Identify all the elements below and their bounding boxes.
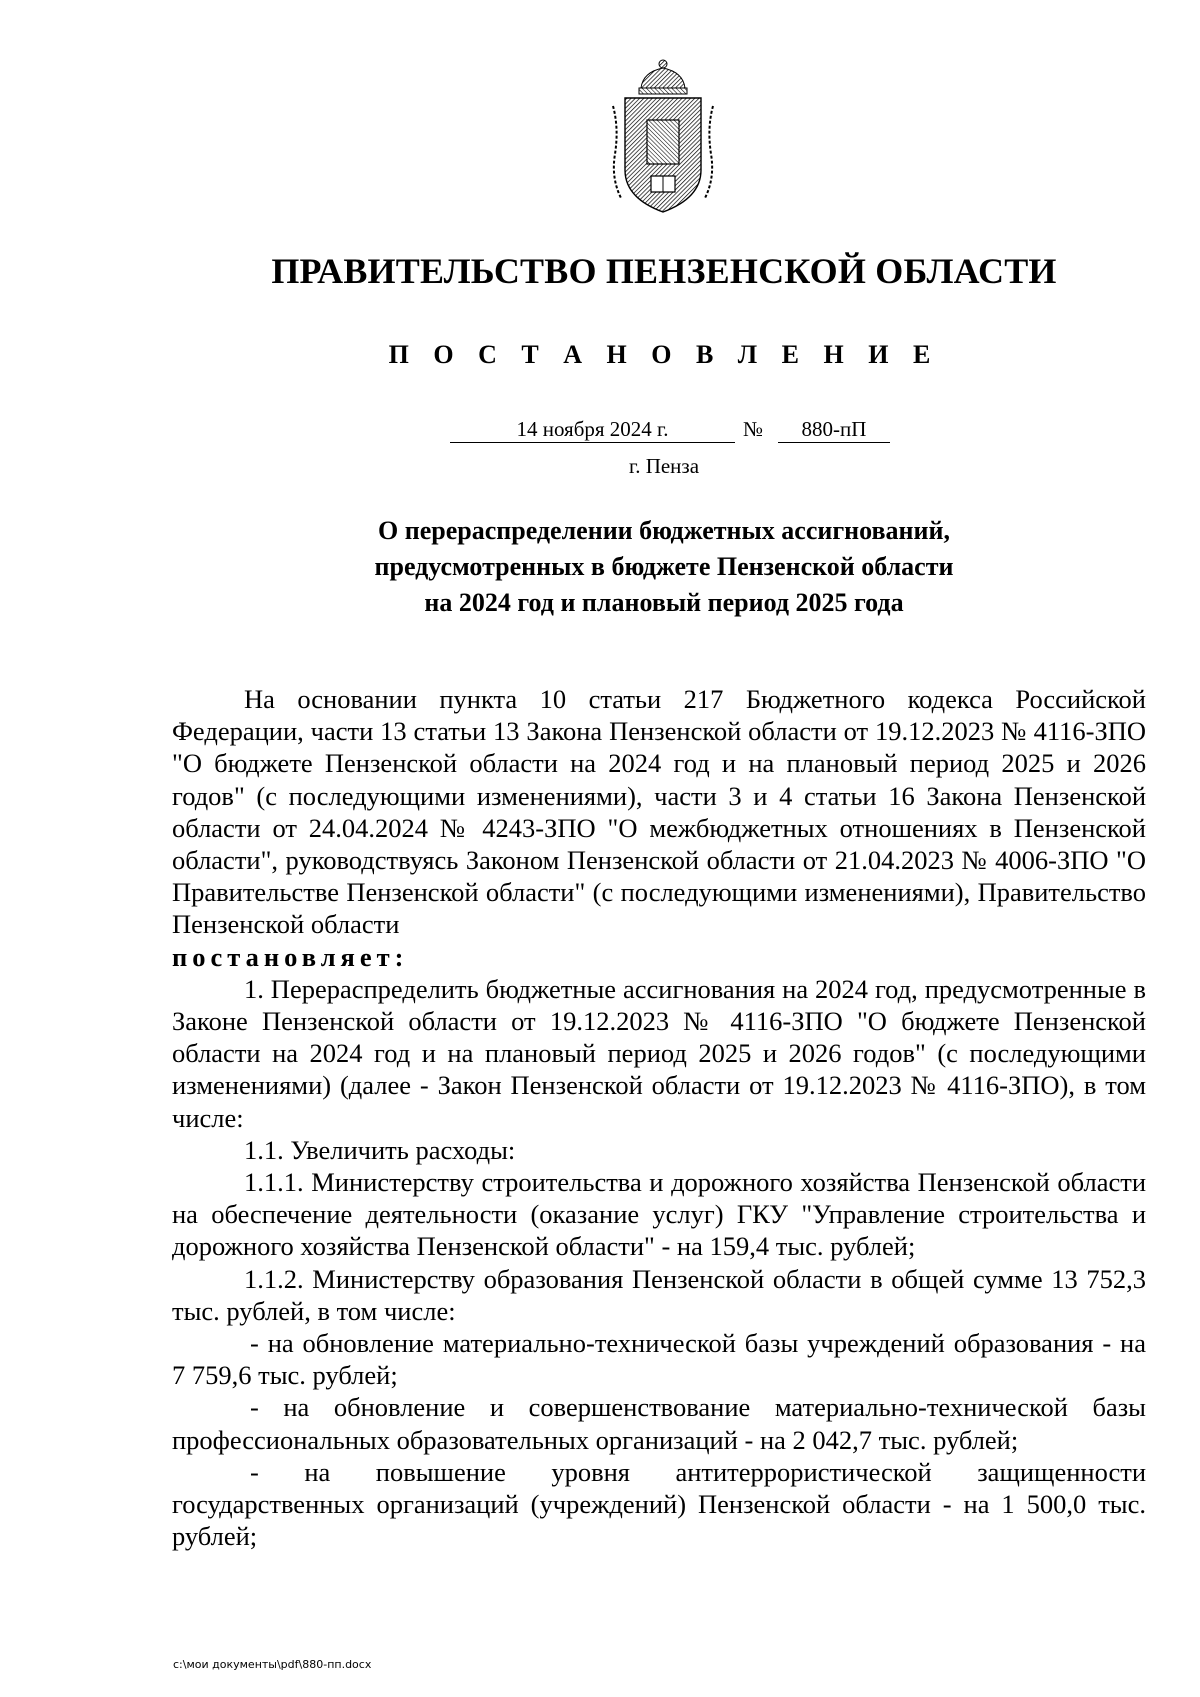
- subject-line-2: предусмотренных в бюджете Пензенской области: [374, 552, 954, 581]
- subject-line-1: О перераспределении бюджетных ассигнований,: [378, 516, 950, 545]
- subitem-professional-orgs-paragraph: - на обновление и совершенствование материально-технической базы профессиональных образовательных организаций - на 2 042,7 тыс. рублей;: [172, 1392, 1146, 1455]
- organization-title: ПРАВИТЕЛЬСТВО ПЕНЗЕНСКОЙ ОБЛАСТИ: [271, 251, 1057, 291]
- subject-line-3: на 2024 год и плановый период 2025 года: [424, 588, 904, 617]
- item-1-1-1-paragraph: 1.1.1. Министерству строительства и дорожного хозяйства Пензенской области на обеспечение деятельности (оказание услуг) ГКУ "Управление строительства и дорожного хозяйства Пензенской области" - на 159,4 тыс. рублей;: [172, 1167, 1146, 1262]
- document-date: 14 ноября 2024 г.: [450, 416, 735, 443]
- document-subject: [0, 513, 1200, 621]
- document-body: [172, 683, 1146, 1552]
- item-1-1-2-paragraph: 1.1.2. Министерству образования Пензенской области в общей сумме 13 752,3 тыс. рублей, в том числе:: [172, 1263, 1146, 1326]
- subitem-antiterror-paragraph: - на повышение уровня антитеррористической защищенности государственных организаций (учреждений) Пензенской области - на 1 500,0 тыс. рублей;: [172, 1456, 1146, 1552]
- preamble-paragraph: На основании пункта 10 статьи 217 Бюджетного кодекса Российской Федерации, части 13 статьи 13 Закона Пензенской области от 19.12.2023 № 4116-ЗПО "О бюджете Пензенской области на 2024 год и на плановый период 2025 и 2026 годов" (с последующими изменениями), части 3 и 4 статьи 16 Закона Пензенской области от 24.04.2024 № 4243-ЗПО "О межбюджетных отношениях в Пензенской области", руководствуясь Законом Пензенской области от 21.04.2023 № 4006-ЗПО "О Правительстве Пензенской области" (с последующими изменениями), Правительство Пензенской области: [172, 684, 1146, 940]
- document-type: П О С Т А Н О В Л Е Н И Е: [388, 340, 940, 369]
- subitem-material-base-paragraph: - на обновление материально-технической базы учреждений образования - на 7 759,6 тыс. рублей;: [172, 1328, 1146, 1391]
- file-path-footer: c:\мои документы\pdf\880-пп.docx: [173, 1658, 372, 1671]
- item-1-paragraph: 1. Перераспределить бюджетные ассигнования на 2024 год, предусмотренные в Законе Пензенской области от 19.12.2023 № 4116-ЗПО "О бюджете Пензенской области на 2024 год и на плановый период 2025 и 2026 годов" (с последующими изменениями) (далее - Закон Пензенской области от 19.12.2023 № 4116-ЗПО), в том числе:: [172, 973, 1146, 1133]
- city: г. Пенза: [628, 454, 700, 478]
- decides-word: постановляет:: [172, 941, 409, 972]
- coat-of-arms-icon: [603, 58, 723, 218]
- number-sign: №: [743, 417, 764, 441]
- item-1-1-paragraph: 1.1. Увеличить расходы:: [244, 1134, 516, 1165]
- document-number: 880-пП: [778, 416, 890, 443]
